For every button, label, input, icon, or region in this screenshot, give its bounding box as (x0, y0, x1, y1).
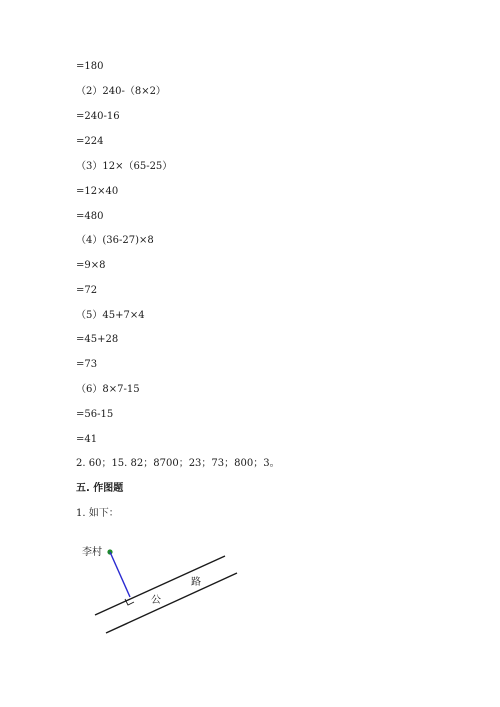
answer-line-8: （4）(36-27)×8 (76, 235, 154, 246)
perpendicular-line (110, 552, 130, 597)
road-label-gong: 公 (151, 595, 161, 606)
answer-line-2: （2）240-（8×2） (76, 86, 166, 97)
answer-line-13: =73 (76, 359, 98, 370)
road-label-lu: 路 (191, 577, 201, 588)
answer-line-3: =240-16 (76, 111, 120, 122)
answer-line-15: =56-15 (76, 409, 114, 420)
answer-line-5: （3）12×（65-25） (76, 161, 173, 172)
answer-line-4: =224 (76, 136, 104, 147)
answer-line-11: （5）45+7×4 (76, 310, 145, 321)
question-label: 1. 如下： (76, 508, 119, 519)
answer-line-16: =41 (76, 434, 98, 445)
answer-line-17: 2. 60；15. 82；8700；23；73；800；3。 (76, 458, 280, 469)
village-label: 李村 (82, 547, 102, 558)
answer-line-14: （6）8×7-15 (76, 384, 140, 395)
answer-line-9: =9×8 (76, 260, 106, 271)
answer-line-7: =480 (76, 211, 104, 222)
answer-line-10: =72 (76, 285, 98, 296)
answer-line-12: =45+28 (76, 334, 119, 345)
answer-line-6: =12×40 (76, 186, 119, 197)
road-upper-edge (95, 556, 225, 615)
road-perpendicular-figure (70, 540, 250, 645)
road-lower-edge (106, 573, 237, 633)
answer-line-1: =180 (76, 61, 104, 72)
section-heading: 五. 作图题 (76, 483, 124, 494)
